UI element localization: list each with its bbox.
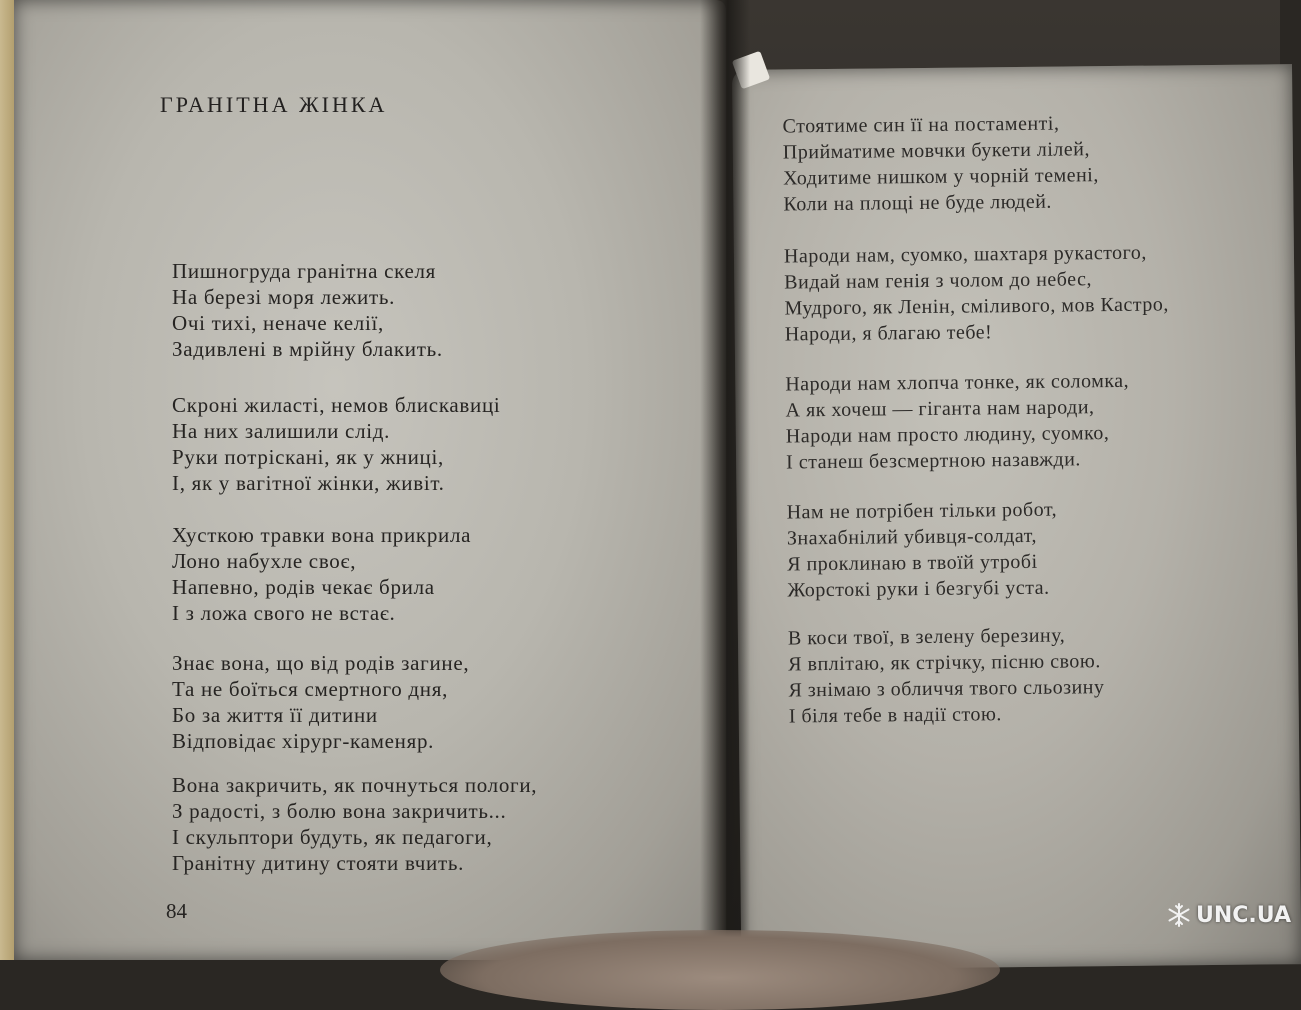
verse-line: Народи, я благаю тебе! bbox=[784, 321, 993, 346]
verse-line: Видай нам генія з чолом до небес, bbox=[784, 268, 1093, 294]
snowflake-icon bbox=[1166, 902, 1192, 928]
verse-line: І станеш безсмертною назавжди. bbox=[785, 448, 1081, 474]
verse-line: Мудрого, як Ленін, сміливого, мов Кастро, bbox=[784, 293, 1169, 320]
watermark-text: UNC.UA bbox=[1196, 902, 1291, 928]
verse-line: Задивлені в мрійну блакить. bbox=[172, 337, 443, 361]
verse-line: Знахабнілий убивця-солдат, bbox=[786, 524, 1038, 550]
stanza bbox=[172, 258, 443, 362]
verse-line: І з ложа свого не встає. bbox=[172, 601, 396, 625]
book-edge bbox=[0, 0, 14, 960]
left-page bbox=[14, 0, 726, 960]
verse-line: І, як у вагітної жінки, живіт. bbox=[172, 471, 445, 495]
right-page bbox=[732, 64, 1301, 970]
verse-line: Вона закричить, як почнуться пологи, bbox=[172, 773, 538, 797]
stanza bbox=[172, 392, 500, 496]
stanza bbox=[788, 622, 1105, 729]
verse-line: Гранітну дитину стояти вчить. bbox=[172, 851, 465, 875]
verse-line: На березі моря лежить. bbox=[172, 285, 396, 309]
verse-line: Жорстокі руки і безгубі уста. bbox=[787, 576, 1050, 602]
verse-line: Хусткою травки вона прикрила bbox=[172, 523, 472, 547]
verse-line: На них залишили слід. bbox=[172, 419, 391, 443]
verse-line: Скроні жиласті, немов блискавиці bbox=[172, 393, 501, 417]
verse-line: Народи нам хлопча тонке, як соломка, bbox=[785, 369, 1130, 396]
verse-line: Народи нам просто людину, суомко, bbox=[785, 422, 1110, 448]
poem-title: ГРАНІТНА ЖІНКА bbox=[160, 92, 388, 117]
stanza bbox=[172, 772, 537, 876]
watermark bbox=[1166, 902, 1291, 928]
verse-line: І біля тебе в надії стою. bbox=[788, 703, 1002, 728]
verse-line: Прийматиме мовчки букети лілей, bbox=[782, 138, 1091, 164]
verse-line: Я проклинаю в твоїй утробі bbox=[787, 550, 1038, 576]
stanza bbox=[172, 522, 471, 626]
verse-line: Руки потріскані, як у жниці, bbox=[172, 445, 444, 469]
stanza bbox=[782, 110, 1099, 217]
verse-line: Та не боїться смертного дня, bbox=[172, 677, 449, 701]
page-number: 84 bbox=[166, 899, 187, 923]
hand-shadow bbox=[440, 930, 1000, 1010]
verse-line: Відповідає хірург-каменяр. bbox=[172, 729, 435, 753]
stanza bbox=[787, 497, 1059, 604]
verse-line: Я знімаю з обличчя твого сльозину bbox=[788, 676, 1105, 702]
stanza bbox=[785, 368, 1130, 476]
verse-line: Ходитиме нишком у чорній темені, bbox=[783, 164, 1099, 190]
verse-line: Стоятиме син її на постаменті, bbox=[782, 112, 1060, 138]
verse-line: А як хочеш — гіганта нам народи, bbox=[785, 396, 1095, 422]
stanza bbox=[172, 650, 469, 754]
verse-line: Лоно набухле своє, bbox=[172, 549, 357, 573]
stanza bbox=[784, 239, 1169, 347]
verse-line: Пишногруда гранітна скеля bbox=[172, 259, 437, 283]
verse-line: Я вплітаю, як стрічку, пісню свою. bbox=[788, 650, 1101, 676]
verse-line: І скульптори будуть, як педагоги, bbox=[172, 825, 493, 849]
verse-line: Народи нам, суомко, шахтаря рукастого, bbox=[783, 241, 1147, 268]
verse-line: Знає вона, що від родів загине, bbox=[172, 651, 470, 675]
verse-line: Коли на площі не буде людей. bbox=[783, 190, 1052, 216]
verse-line: Нам не потрібен тільки робот, bbox=[786, 498, 1058, 524]
verse-line: В коси твої, в зелену березину, bbox=[787, 624, 1066, 650]
verse-line: Очі тихі, неначе келії, bbox=[172, 311, 384, 335]
book-gutter bbox=[700, 0, 750, 960]
verse-line: Бо за життя її дитини bbox=[172, 703, 378, 727]
verse-line: Напевно, родів чекає брила bbox=[172, 575, 435, 599]
verse-line: З радості, з болю вона закричить... bbox=[172, 799, 507, 823]
